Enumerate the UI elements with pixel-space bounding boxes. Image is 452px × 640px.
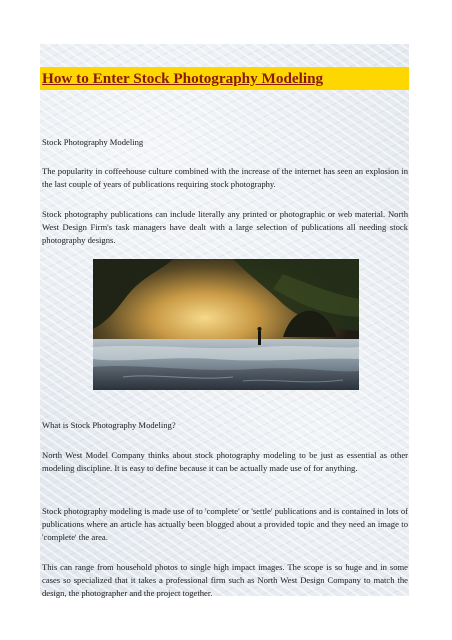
paragraph-publications: Stock photography publications can include literally any printed or photographic or web material. North West Design Firm's task managers have dealt with a large selection of publications all needing stock photography designs.	[42, 209, 408, 245]
paragraph-definition: North West Model Company thinks about stock photography modeling to be just as essential as other modeling discipline. It is easy to define because it can be actually made use of for anything.	[42, 450, 408, 473]
beach-sunset-photo	[93, 259, 359, 390]
document-title: How to Enter Stock Photography Modeling	[42, 70, 324, 87]
subheading-stock-photography-modeling: Stock Photography Modeling	[42, 137, 144, 147]
paragraph-usage: Stock photography modeling is made use of to 'complete' or 'settle' publications and is contained in lots of publications where an article has actually been blogged about a provided topic and they need an image to 'complete' the area.	[42, 506, 408, 542]
paragraph-intro: The popularity in coffeehouse culture combined with the increase of the internet has seen an explosion in the last couple of years of publications requiring stock photography.	[42, 166, 408, 189]
subheading-what-is: What is Stock Photography Modeling?	[42, 420, 176, 430]
paragraph-scope: This can range from household photos to single high impact images. The scope is so huge and in some cases so specialized that it takes a professional firm such as North West Design Company to match the design, the photographer and the project together.	[42, 562, 408, 598]
